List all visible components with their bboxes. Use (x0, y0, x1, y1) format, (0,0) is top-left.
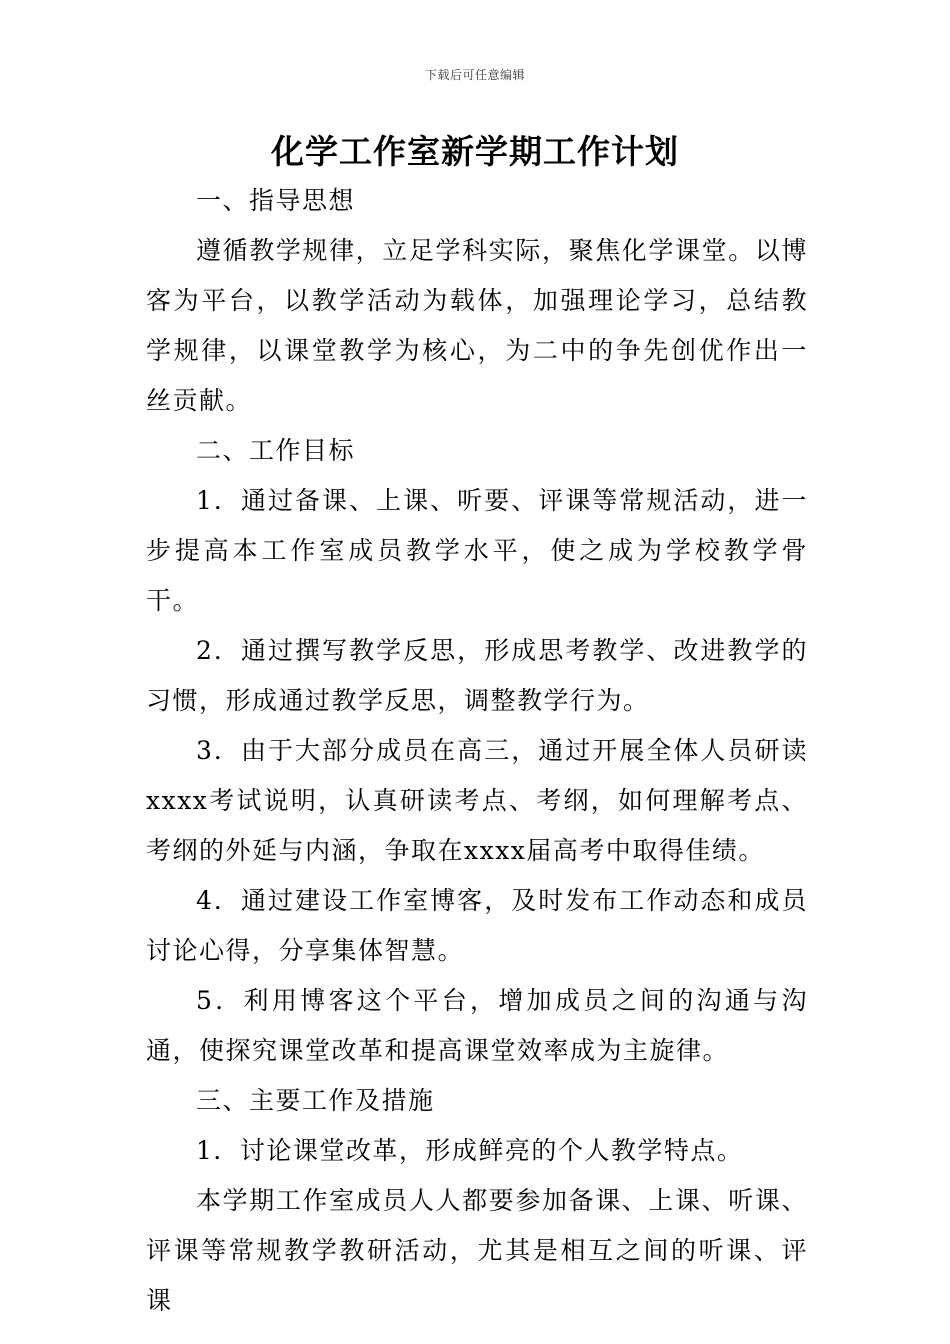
document-body (146, 176, 808, 1326)
paragraph: 4．通过建设工作室博客，及时发布工作动态和成员讨论心得，分享集体智慧。 (146, 886, 808, 965)
paragraph: 5．利用博客这个平台，增加成员之间的沟通与沟通，使探究课堂改革和提高课堂效率成为主旋律。 (146, 986, 808, 1065)
section-heading: 一、指导思想 (196, 186, 356, 215)
paragraph: 1．通过备课、上课、听要、评课等常规活动，进一步提高本工作室成员教学水平，使之成为学校教学骨干。 (146, 486, 808, 615)
section-heading: 二、工作目标 (196, 436, 356, 465)
paragraph: 遵循教学规律，立足学科实际，聚焦化学课堂。以博客为平台，以教学活动为载体，加强理论学习，总结教学规律，以课堂教学为核心，为二中的争先创优作出一丝贡献。 (146, 236, 808, 415)
paragraph: 1．讨论课堂改革，形成鲜亮的个人教学特点。 (196, 1136, 744, 1165)
paragraph: 本学期工作室成员人人都要参加备课、上课、听课、评课等常规教学教研活动，尤其是相互之间的听课、评课 (146, 1186, 808, 1315)
paragraph: 2．通过撰写教学反思，形成思考教学、改进教学的习惯，形成通过教学反思，调整教学行为。 (146, 636, 808, 715)
section-heading: 三、主要工作及措施 (196, 1086, 435, 1115)
header-note: 下载后可任意编辑 (424, 68, 525, 82)
paragraph: 3．由于大部分成员在高三，通过开展全体人员研读xxxx考试说明，认真研读考点、考纲，如何理解考点、考纲的外延与内涵，争取在xxxx届高考中取得佳绩。 (146, 736, 808, 865)
document-title: 化学工作室新学期工作计划 (271, 132, 679, 171)
